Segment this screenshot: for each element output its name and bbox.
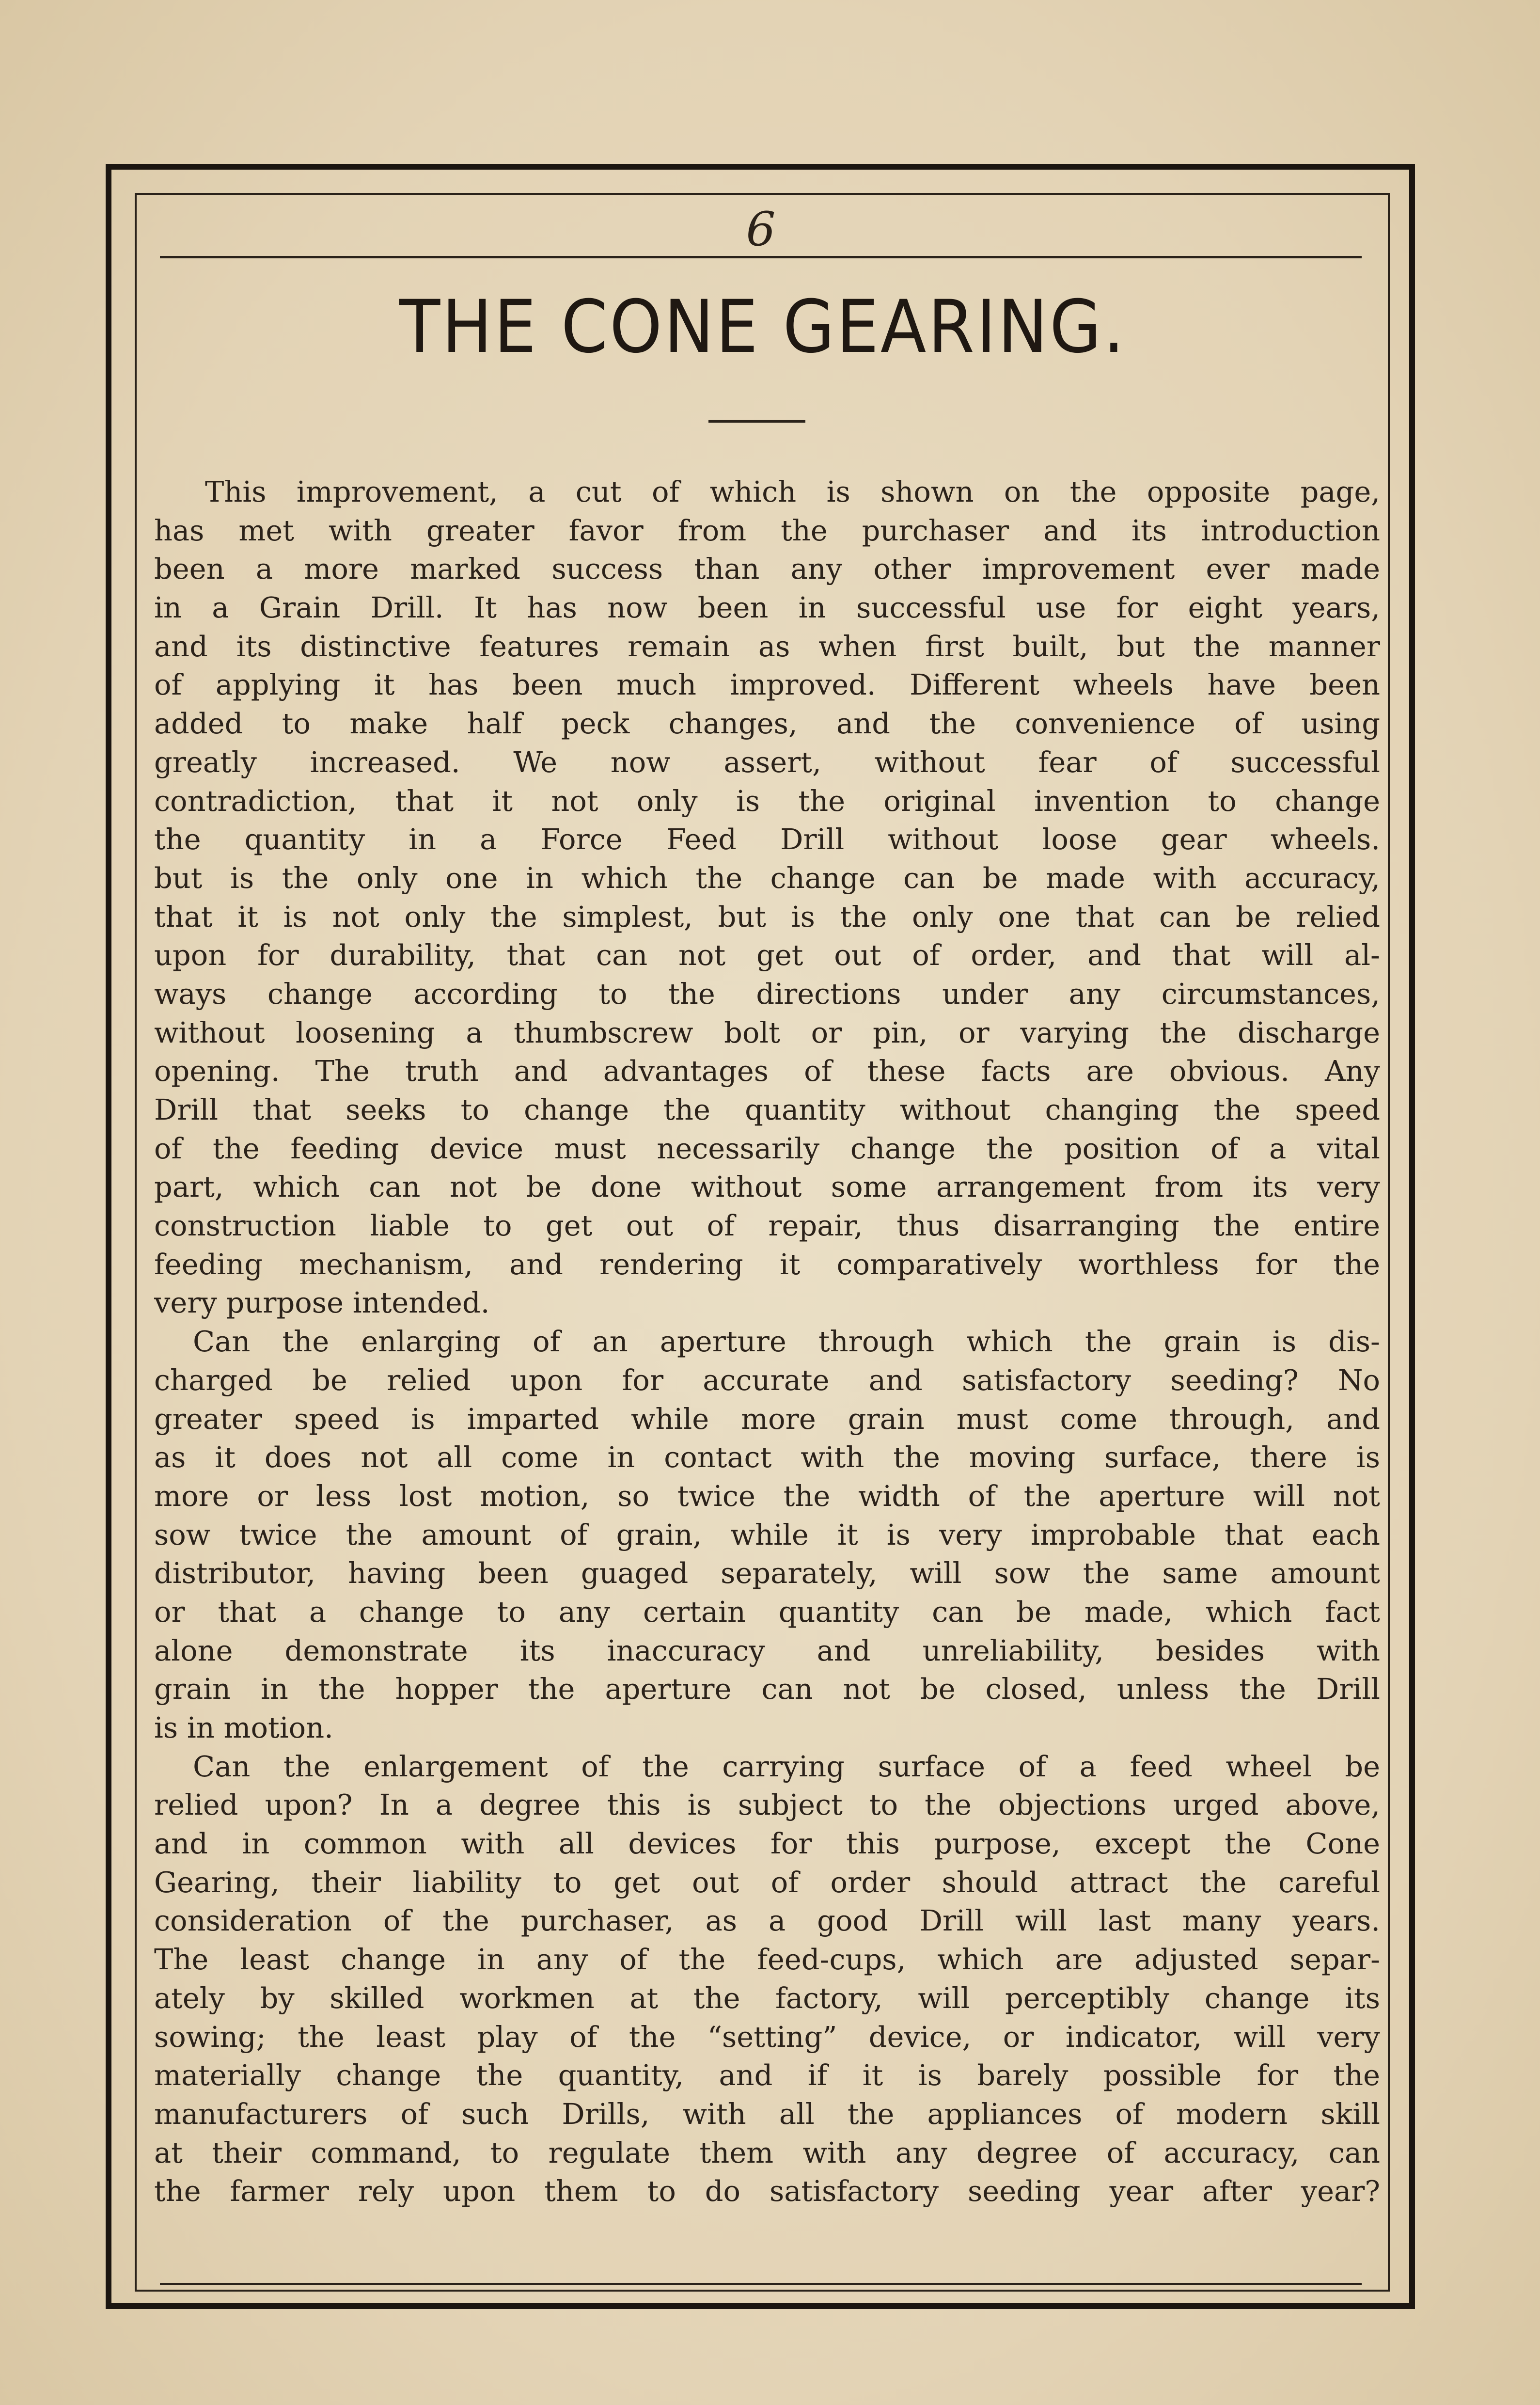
text-line: the farmer rely upon them to do satisfactory seeding year after year? (154, 2174, 1380, 2208)
text-line: but is the only one in which the change can be made with accuracy, (154, 861, 1380, 895)
text-line: distributor, having been guaged separately, will sow the same amount (154, 1556, 1380, 1590)
text-line: of applying it has been much improved. Different wheels have been (154, 668, 1380, 702)
text-line: ways change according to the directions under any circumstances, (154, 977, 1380, 1011)
text-line: and its distinctive features remain as when first built, but the manner (154, 629, 1380, 663)
text-line: and in common with all devices for this purpose, except the Cone (154, 1827, 1380, 1861)
header-rule (160, 256, 1362, 258)
text-line: without loosening a thumbscrew bolt or pin, or varying the discharge (154, 1015, 1380, 1049)
text-line: part, which can not be done without some arrangement from its very (154, 1170, 1380, 1204)
text-line: added to make half peck changes, and the convenience of using (154, 707, 1380, 741)
page-number: 6 (746, 202, 776, 256)
page-title: THE CONE GEARING. (399, 285, 1127, 369)
text-line: greatly increased. We now assert, without fear of successful (154, 745, 1380, 779)
text-line: Can the enlarging of an aperture through which the grain is dis- (193, 1325, 1380, 1359)
text-line: materially change the quantity, and if it is barely possible for the (154, 2058, 1380, 2092)
text-line: grain in the hopper the aperture can not be closed, unless the Drill (154, 1672, 1380, 1706)
text-line: ately by skilled workmen at the factory, will perceptibly change its (154, 1981, 1380, 2015)
text-line: as it does not all come in contact with the moving surface, there is (154, 1440, 1380, 1474)
text-line: the quantity in a Force Feed Drill without loose gear wheels. (154, 823, 1380, 856)
text-line: more or less lost motion, so twice the width of the aperture will not (154, 1479, 1380, 1513)
text-line: greater speed is imparted while more grain must come through, and (154, 1402, 1380, 1436)
text-line: very purpose intended. (154, 1286, 490, 1320)
text-line: opening. The truth and advantages of these facts are obvious. Any (154, 1054, 1380, 1088)
text-line: sow twice the amount of grain, while it is very improbable that each (154, 1518, 1380, 1551)
text-line: Can the enlargement of the carrying surface of a feed wheel be (193, 1749, 1380, 1783)
text-line: or that a change to any certain quantity can be made, which fact (154, 1595, 1380, 1629)
text-line: alone demonstrate its inaccuracy and unreliability, besides with (154, 1633, 1380, 1667)
text-line: construction liable to get out of repair, thus disarranging the entire (154, 1209, 1380, 1243)
text-line: charged be relied upon for accurate and satisfactory seeding? No (154, 1363, 1380, 1397)
title-divider (708, 420, 805, 423)
text-line: that it is not only the simplest, but is the only one that can be relied (154, 900, 1380, 934)
text-line: feeding mechanism, and rendering it comparatively worthless for the (154, 1247, 1380, 1281)
text-line: in a Grain Drill. It has now been in successful use for eight years, (154, 591, 1380, 625)
text-line: Drill that seeks to change the quantity without changing the speed (154, 1093, 1380, 1126)
text-line: of the feeding device must necessarily change the position of a vital (154, 1131, 1380, 1165)
text-line: been a more marked success than any other improvement ever made (154, 552, 1380, 586)
text-line: The least change in any of the feed-cups, which are adjusted separ- (154, 1943, 1380, 1977)
text-line: relied upon? In a degree this is subject to the objections urged above, (154, 1788, 1380, 1822)
text-line: has met with greater favor from the purchaser and its introduction (154, 513, 1380, 547)
text-line: is in motion. (154, 1711, 333, 1744)
text-line: contradiction, that it not only is the original invention to change (154, 784, 1380, 818)
text-line: manufacturers of such Drills, with all the appliances of modern skill (154, 2097, 1380, 2131)
text-line: sowing; the least play of the “setting” device, or indicator, will very (154, 2020, 1380, 2054)
text-line: Gearing, their liability to get out of order should attract the careful (154, 1865, 1380, 1899)
text-line: at their command, to regulate them with any degree of accuracy, can (154, 2136, 1380, 2169)
text-line: consideration of the purchaser, as a good Drill will last many years. (154, 1904, 1380, 1938)
text-line: upon for durability, that can not get out of order, and that will al- (154, 938, 1380, 972)
body-text (154, 473, 1380, 2211)
footer-rule (160, 2283, 1362, 2285)
text-line: This improvement, a cut of which is shown on the opposite page, (205, 475, 1380, 508)
